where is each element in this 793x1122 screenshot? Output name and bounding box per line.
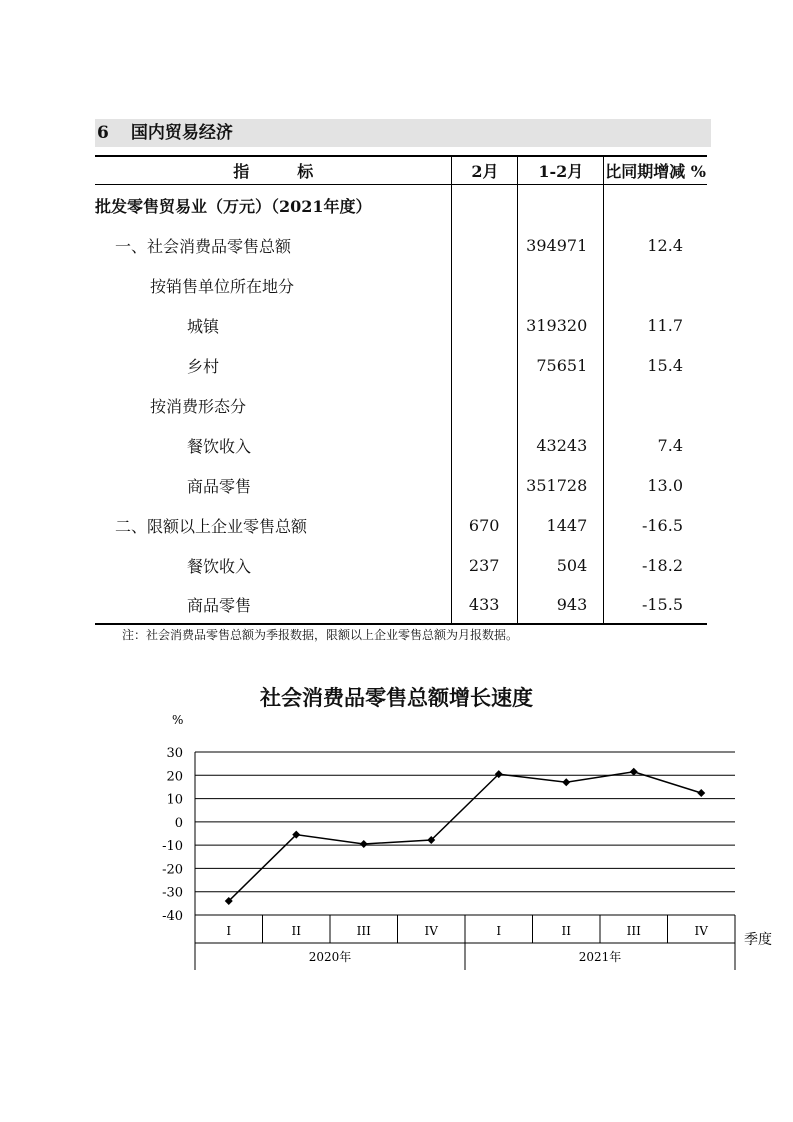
x-group-label: 2021年: [578, 950, 622, 964]
data-point: [630, 768, 638, 776]
row-change-value: [604, 385, 707, 425]
row-janfeb-value: [518, 385, 604, 425]
table-row: [95, 265, 707, 305]
row-label: 按消费形态分: [95, 385, 452, 425]
table-row: [95, 385, 707, 425]
header-feb: 2月: [452, 156, 518, 185]
row-feb-value: [452, 465, 518, 505]
row-change-value: [604, 265, 707, 305]
x-tick-label: III: [356, 924, 371, 938]
row-change-value: 11.7: [647, 315, 683, 335]
table-note: 注：社会消费品零售总额为季报数据，限额以上企业零售总额为月报数据。: [122, 628, 519, 642]
row-change-value: -15.5: [604, 585, 707, 624]
y-axis-unit: %: [172, 713, 184, 727]
row-label: 一、社会消费品零售总额: [95, 225, 452, 265]
data-point: [562, 778, 570, 786]
row-janfeb-value: 75651: [518, 345, 604, 385]
row-feb-value: 433: [452, 585, 518, 624]
row-change-value: -16.5: [641, 515, 683, 535]
section-header: [95, 119, 711, 147]
row-label: 二、限额以上企业零售总额: [95, 505, 452, 545]
row-janfeb-value: [518, 185, 604, 226]
table-row: [95, 585, 707, 624]
table-header-row: [95, 156, 707, 185]
table-row: [95, 425, 707, 465]
data-point: [360, 840, 368, 848]
series-line: [229, 772, 702, 901]
row-feb-value: [452, 345, 518, 385]
y-tick-label: -30: [162, 885, 183, 901]
table-row: [95, 465, 707, 505]
row-label: 城镇: [95, 305, 452, 345]
trade-table: [95, 155, 707, 625]
chart-title: 社会消费品零售总额增长速度: [260, 686, 533, 710]
header-janfeb: 1-2月: [518, 156, 604, 185]
x-axis-label: 季度: [744, 932, 772, 948]
row-change-value: [604, 185, 707, 226]
table-row: [95, 545, 707, 585]
row-feb-value: [452, 425, 518, 465]
y-tick-label: 0: [174, 815, 183, 831]
row-feb-value: [452, 305, 518, 345]
y-tick-label: -20: [162, 862, 183, 878]
table-body: [95, 185, 707, 625]
x-tick-label: II: [561, 924, 571, 938]
row-label: 餐饮收入: [95, 545, 452, 585]
x-tick-label: II: [291, 924, 301, 938]
row-feb-value: 670: [452, 505, 518, 545]
row-janfeb-value: [518, 265, 604, 305]
row-change-value: 7.4: [657, 435, 683, 455]
header-change: 比同期增减 %: [604, 156, 707, 185]
x-tick-label: I: [226, 924, 232, 938]
row-change-value: 13.0: [647, 475, 683, 495]
y-tick-label: 10: [166, 792, 183, 808]
y-tick-label: -40: [162, 909, 183, 924]
row-label: 商品零售: [95, 465, 452, 505]
section-number: 6: [97, 123, 109, 143]
row-label: 乡村: [95, 345, 452, 385]
x-tick-label: IV: [424, 924, 438, 938]
row-janfeb-value: 943: [518, 585, 604, 624]
y-tick-label: -10: [162, 839, 183, 855]
y-tick-label: 30: [166, 746, 183, 761]
row-change-value: 15.4: [647, 355, 683, 375]
y-tick-label: 20: [166, 769, 183, 785]
row-feb-value: 237: [452, 545, 518, 585]
row-janfeb-value: 1447: [518, 505, 604, 545]
table-row: [95, 505, 707, 545]
row-feb-value: [452, 185, 518, 226]
x-tick-label: III: [626, 924, 641, 938]
table-row: [95, 305, 707, 345]
row-feb-value: [452, 385, 518, 425]
table-row: [95, 345, 707, 385]
row-janfeb-value: 394971: [518, 225, 604, 265]
row-label: 商品零售: [95, 585, 452, 624]
x-group-label: 2020年: [308, 950, 352, 964]
row-feb-value: [452, 265, 518, 305]
row-label: 批发零售贸易业（万元）（2021年度）: [95, 185, 452, 226]
row-label: 按销售单位所在地分: [95, 265, 452, 305]
data-point: [697, 789, 705, 797]
section-title: 国内贸易经济: [130, 123, 233, 143]
row-janfeb-value: 43243: [518, 425, 604, 465]
table-row: [95, 225, 707, 265]
row-change-value: -18.2: [641, 555, 683, 575]
row-janfeb-value: 351728: [518, 465, 604, 505]
x-tick-label: IV: [694, 924, 708, 938]
x-tick-label: I: [496, 924, 502, 938]
row-feb-value: [452, 225, 518, 265]
row-label: 餐饮收入: [95, 425, 452, 465]
row-change-value: 12.4: [647, 235, 683, 255]
header-indicator: 指 标: [95, 156, 452, 185]
row-janfeb-value: 504: [518, 545, 604, 585]
table-row: [95, 185, 707, 226]
row-janfeb-value: 319320: [518, 305, 604, 345]
growth-line-chart: [0, 700, 793, 990]
